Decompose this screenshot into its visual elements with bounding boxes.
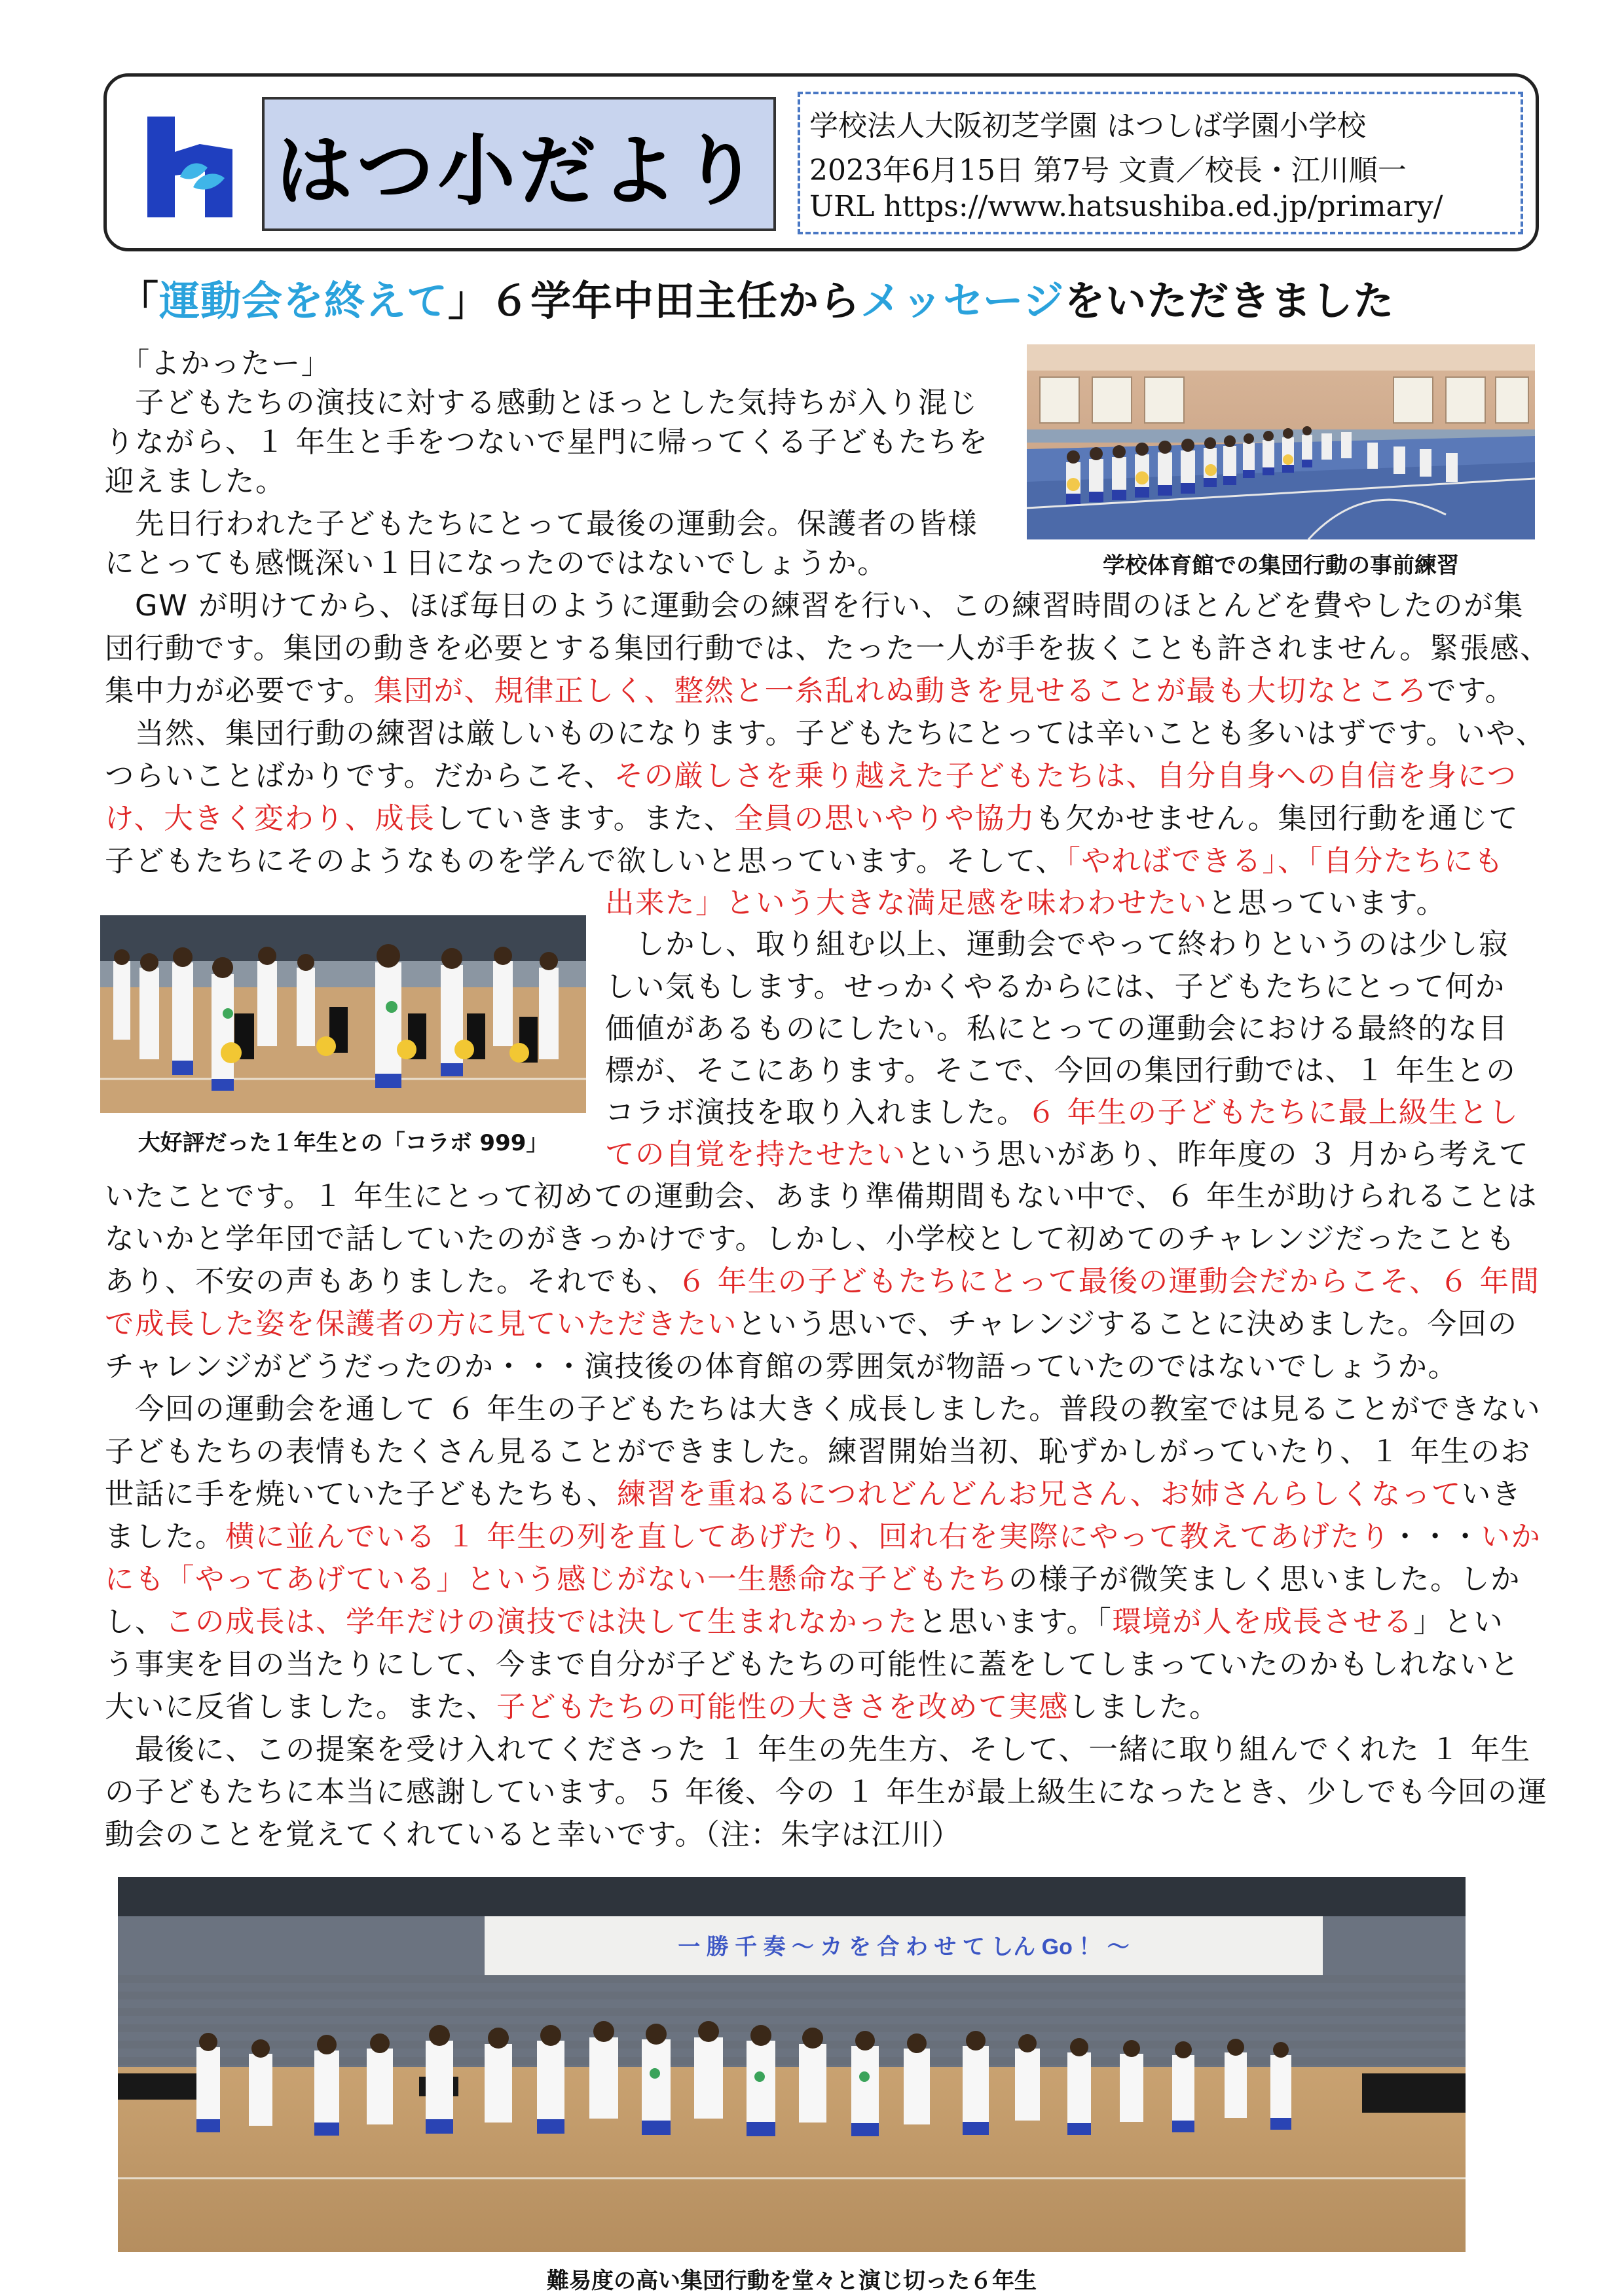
body-text: 子どもたちの表情もたくさん見ることができました。練習開始当初、恥ずかしがっていたり、１ 年生のお — [105, 1435, 1531, 1468]
headline — [118, 268, 1526, 327]
newsletter-title: はつ小だより — [275, 125, 763, 216]
text-line — [105, 1390, 1541, 1429]
photo-6th-grade-performance — [118, 1877, 1466, 2252]
text-line — [605, 1010, 1535, 1049]
body-text: 今回の運動会を通して ６ 年生の子どもたちは大きく成長しました。普段の教室では見ることができない — [105, 1393, 1541, 1426]
emphasis-text: で成長した姿を保護者の方に見ていただきたい — [105, 1307, 738, 1341]
text-line — [605, 1051, 1535, 1091]
text-line — [105, 344, 1008, 384]
body-text: 大いに反省しました。また、 — [105, 1690, 497, 1724]
body-text: 動会のことを覚えてくれていると幸いです。（注：朱字は江川） — [105, 1818, 962, 1851]
text-line — [105, 1560, 1532, 1599]
text-line — [105, 799, 1532, 839]
emphasis-text: 全員の思いやりや協力 — [733, 802, 1035, 835]
emphasis-text: 横に並んでいる １ 年生の列を直してあげたり、回れ右を実際にやって教えてあげたり — [225, 1520, 1391, 1554]
text-line — [105, 1645, 1532, 1685]
issue-info: 2023年6月15日 第7号 文責／校長・江川順一 — [809, 154, 1407, 187]
body-text: という思いがあり、昨年度の ３ 月から考えて — [906, 1138, 1530, 1171]
body-text: チャレンジがどうだったのか・・・演技後の体育館の雰囲気が物語っていたのではないでしょうか。 — [105, 1350, 1458, 1383]
text-line — [105, 1347, 1532, 1387]
text-line — [105, 1305, 1532, 1344]
body-text: 世話に手を焼いていた子どもたちも、 — [105, 1478, 618, 1511]
body-text: 子どもたちにそのようなものを学んで欲しいと思っています。そして、 — [105, 845, 1066, 878]
headline-part: メッセージ — [860, 277, 1065, 325]
text-line — [105, 1177, 1538, 1216]
body-text: も欠かせません。集団行動を通じて — [1035, 802, 1519, 835]
text-line — [605, 925, 1535, 964]
text-line — [605, 884, 1535, 923]
emphasis-text: 「やればできる」、「自分たちにも — [1065, 845, 1504, 878]
emphasis-text: 練習を重ねるにつれどんどんお兄さん、お姉さんらしくなって — [617, 1478, 1462, 1511]
text-line — [105, 384, 1008, 423]
text-line — [105, 1262, 1540, 1302]
body-text: いたことです。１ 年生にとって初めての運動会、あまり準備期間もない中で、６ 年生が助けられることは — [105, 1180, 1538, 1213]
text-line — [105, 505, 1008, 544]
body-text: にとっても感慨深い１日になったのではないでしょうか。 — [105, 547, 888, 580]
text-line — [105, 757, 1532, 796]
body-text: 迎えました。 — [105, 465, 286, 498]
photo-gym-practice — [1027, 344, 1535, 539]
body-text: 最後に、この提案を受け入れてくださった １ 年生の先生方、そして、一緒に取り組んでくれた １ 年生 — [105, 1733, 1531, 1766]
body-text: 子どもたちの演技に対する感動とほっとした気持ちが入り混じ — [105, 386, 979, 420]
body-text: と思います。「 — [918, 1605, 1113, 1639]
photo-caption: 大好評だった１年生との「コラボ 999」 — [138, 1130, 549, 1156]
body-text: ・・・ — [1390, 1520, 1481, 1554]
body-text: 標が、そこにあります。そこで、今回の集団行動では、１ 年生との — [605, 1054, 1517, 1087]
body-text: つらいことばかりです。だからこそ、 — [105, 759, 614, 793]
school-url[interactable]: URL https://www.hatsushiba.ed.jp/primary/ — [809, 190, 1443, 223]
emphasis-text: いか — [1481, 1520, 1541, 1554]
body-text: しかし、取り組む以上、運動会でやって終わりというのは少し寂 — [605, 928, 1509, 961]
text-line — [105, 1432, 1532, 1472]
text-line — [105, 544, 1008, 583]
body-text: していきます。また、 — [435, 802, 734, 835]
body-text: う事実を目の当たりにして、今まで自分が子どもたちの可能性に蓋をしてしまっていたのかもしれないと — [105, 1648, 1521, 1681]
emphasis-text: この成長は、学年だけの演技では決して生まれなかった — [165, 1605, 919, 1639]
headline-part: をいただきました — [1064, 277, 1395, 325]
text-line — [105, 1475, 1532, 1514]
text-line — [605, 1093, 1535, 1133]
text-line — [105, 714, 1546, 754]
body-text: し、 — [105, 1605, 166, 1639]
headline-part: 「 — [118, 277, 160, 325]
text-line — [105, 1773, 1548, 1812]
text-line — [105, 462, 1008, 501]
text-line — [105, 423, 1008, 462]
body-text: の子どもたちに本当に感謝しています。５ 年後、今の １ 年生が最上級生になったとき、少しでも今回の運 — [105, 1776, 1548, 1809]
photo-caption: 難易度の高い集団行動を堂々と演じ切った６年生 — [547, 2268, 1037, 2294]
body-text: 」とい — [1413, 1605, 1504, 1639]
text-line — [605, 1135, 1535, 1175]
text-line — [105, 1518, 1541, 1557]
banner-text: 一 勝 千 奏 ～ カ を 合 わ せ て しん Go ！ ～ — [678, 1935, 1130, 1959]
emphasis-text: け、大きく変わり、成長 — [105, 802, 435, 835]
text-line — [105, 1730, 1532, 1770]
body-text: と思っています。 — [1208, 886, 1447, 920]
body-text: 「よかったー」 — [105, 347, 331, 380]
emphasis-text: にも「やってあげている」という感じがない一生懸命な子どもたち — [105, 1563, 1009, 1596]
body-text: しました。 — [1069, 1690, 1220, 1724]
photo-caption: 学校体育館での集団行動の事前練習 — [1103, 553, 1459, 579]
text-line — [105, 1220, 1532, 1259]
headline-part: 」６学年中田主任から — [448, 277, 861, 325]
emphasis-text: ての自覚を持たせたい — [605, 1138, 907, 1171]
school-name: 学校法人大阪初芝学園 はつしば学園小学校 — [809, 109, 1366, 143]
body-text: です。 — [1427, 674, 1515, 708]
emphasis-text: その厳しさを乗り越えた子どもたちは、自分自身への自信を身につ — [614, 759, 1517, 793]
body-text: いき — [1461, 1478, 1522, 1511]
body-text: あり、不安の声もありました。それでも、 — [105, 1265, 678, 1298]
body-text: の様子が微笑ましく思いました。しか — [1008, 1563, 1521, 1596]
body-text: 団行動です。集団の動きを必要とする集団行動では、たった一人が手を抜くことも許されません。緊張感、 — [105, 632, 1551, 665]
photo-collab-999 — [100, 915, 586, 1113]
text-line — [605, 968, 1535, 1007]
text-line — [105, 587, 1532, 626]
body-text: 先日行われた子どもたちにとって最後の運動会。保護者の皆様 — [105, 507, 978, 541]
body-text: という思いで、チャレンジすることに決めました。今回の — [737, 1307, 1518, 1341]
emphasis-text: ６ 年生の子どもたちに最上級生とし — [1027, 1096, 1519, 1129]
emphasis-text: 子どもたちの可能性の大きさを改めて実感 — [496, 1690, 1069, 1724]
emphasis-text: ６ 年生の子どもたちにとって最後の運動会だからこそ、６ 年間 — [677, 1265, 1540, 1298]
text-line — [105, 672, 1532, 711]
body-text: ないかと学年団で話していたのがきっかけです。しかし、小学校として初めてのチャレンジだったことも — [105, 1222, 1516, 1256]
body-text: 価値があるものにしたい。私にとっての運動会における最終的な目 — [605, 1012, 1509, 1046]
body-text: 集中力が必要です。 — [105, 674, 374, 708]
body-text: 当然、集団行動の練習は厳しいものになります。子どもたちにとっては辛いことも多いはずです。いや、 — [105, 717, 1546, 750]
text-line — [105, 1815, 1532, 1855]
headline-part: 運動会を終えて — [159, 277, 449, 325]
emphasis-text: 集団が、規律正しく、整然と一糸乱れぬ動きを見せることが最も大切なところ — [373, 674, 1428, 708]
body-text: ました。 — [105, 1520, 226, 1554]
emphasis-text: 出来た」という大きな満足感を味わわせたい — [605, 886, 1208, 920]
body-text: しい気もします。せっかくやるからには、子どもたちにとって何か — [605, 970, 1505, 1004]
text-line — [105, 1688, 1532, 1727]
text-line — [105, 629, 1551, 668]
emphasis-text: 環境が人を成長させる — [1112, 1605, 1414, 1639]
text-line — [105, 1603, 1532, 1642]
body-text: りながら、１ 年生と手をつないで星門に帰ってくる子どもたちを — [105, 426, 989, 459]
body-text: コラボ演技を取り入れました。 — [605, 1096, 1027, 1129]
school-logo-icon — [134, 105, 246, 223]
body-text: GW が明けてから、ほぼ毎日のように運動会の練習を行い、この練習時間のほとんどを費やしたのが集 — [105, 589, 1524, 623]
text-line — [105, 842, 1532, 881]
